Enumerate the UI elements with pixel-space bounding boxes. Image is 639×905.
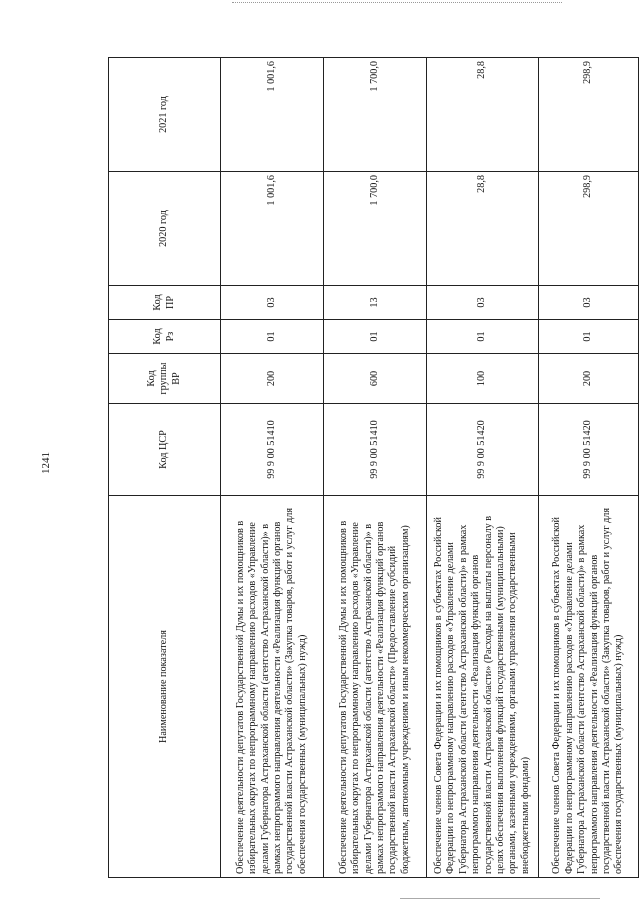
row-pr: 03: [427, 286, 539, 320]
table-row: [427, 58, 539, 878]
row-2021: 298,9: [539, 58, 639, 172]
budget-table: [108, 57, 639, 878]
header-pr: Код ПР: [109, 286, 221, 320]
row-vr: 200: [221, 354, 324, 404]
bottom-line: [400, 898, 600, 899]
header-2020: 2020 год: [109, 172, 221, 286]
row-csr: 99 9 00 51410: [324, 404, 427, 496]
row-vr: 200: [539, 354, 639, 404]
table-row: [539, 58, 639, 878]
row-name: Обеспечение членов Совета Федерации и их помощников в субъектах Российской Федерации по непрограммному направлению расходов «Управление делами Губернатора Астраханской области (агентство Астраханской области)» в рамках непрограммого направления деятельности «Реализация функций органов государственной власти Астраханской области» (Закупка товаров, работ и услуг для обеспечения государственных (муниципальных) нужд): [539, 496, 639, 878]
page-number: 1241: [40, 452, 52, 474]
row-csr: 99 9 00 51420: [539, 404, 639, 496]
header-2021: 2021 год: [109, 58, 221, 172]
row-2020: 1 700,0: [324, 172, 427, 286]
row-csr: 99 9 00 51420: [427, 404, 539, 496]
row-vr: 100: [427, 354, 539, 404]
row-csr: 99 9 00 51410: [221, 404, 324, 496]
row-2021: 1 001,6: [221, 58, 324, 172]
row-name: Обеспечение членов Совета Федерации и их помощников в субъектах Российской Федерации по непрограммному направлению расходов «Управление делами Губернатора Астраханской области (агентство Астраханской области)» в рамках непрограммого направления деятельности «Реализация функций органов государственной власти Астраханской области» (Расходы на выплаты персоналу в целях обеспечения выполнения функций государственными (муниципальными) органами, казенными учреждениями, органами управления государственными внебюджетными фондами): [427, 496, 539, 878]
row-name: Обеспечение деятельности депутатов Государственной Думы и их помощников в избирательных округах по непрограммному направлению расходов «Управление делами Губернатора Астраханской области (агентство Астраханской области)» в рамках непрограммого направления деятельности «Реализация функций органов государственной власти Астраханской области» (Закупка товаров, работ и услуг для обеспечения государственных (муниципальных) нужд): [221, 496, 324, 878]
row-2020: 298,9: [539, 172, 639, 286]
row-rz: 01: [221, 320, 324, 354]
row-2020: 1 001,6: [221, 172, 324, 286]
row-2021: 28,8: [427, 58, 539, 172]
row-2021: 1 700,0: [324, 58, 427, 172]
row-2020: 28,8: [427, 172, 539, 286]
row-pr: 13: [324, 286, 427, 320]
row-vr: 600: [324, 354, 427, 404]
row-rz: 01: [324, 320, 427, 354]
header-rz: Код Рз: [109, 320, 221, 354]
row-pr: 03: [539, 286, 639, 320]
header-vr: Код группы ВР: [109, 354, 221, 404]
table-header-row: [109, 58, 221, 878]
table-row: [221, 58, 324, 878]
header-csr: Код ЦСР: [109, 404, 221, 496]
row-rz: 01: [539, 320, 639, 354]
header-name: Наименование показателя: [109, 496, 221, 878]
row-name: Обеспечение деятельности депутатов Государственной Думы и их помощников в избирательных округах по непрограммному направлению расходов «Управление делами Губернатора Астраханской области (агентство Астраханской области)» в рамках непрограммого направления деятельности «Реализация функций органов государственной власти Астраханской области» (Предоставление субсидий бюджетным, автономным учреждениям и иным некоммерческим организациям): [324, 496, 427, 878]
row-pr: 03: [221, 286, 324, 320]
top-dotted-line: [232, 2, 562, 3]
row-rz: 01: [427, 320, 539, 354]
table-row: [324, 58, 427, 878]
rotated-table-container: [108, 58, 638, 878]
